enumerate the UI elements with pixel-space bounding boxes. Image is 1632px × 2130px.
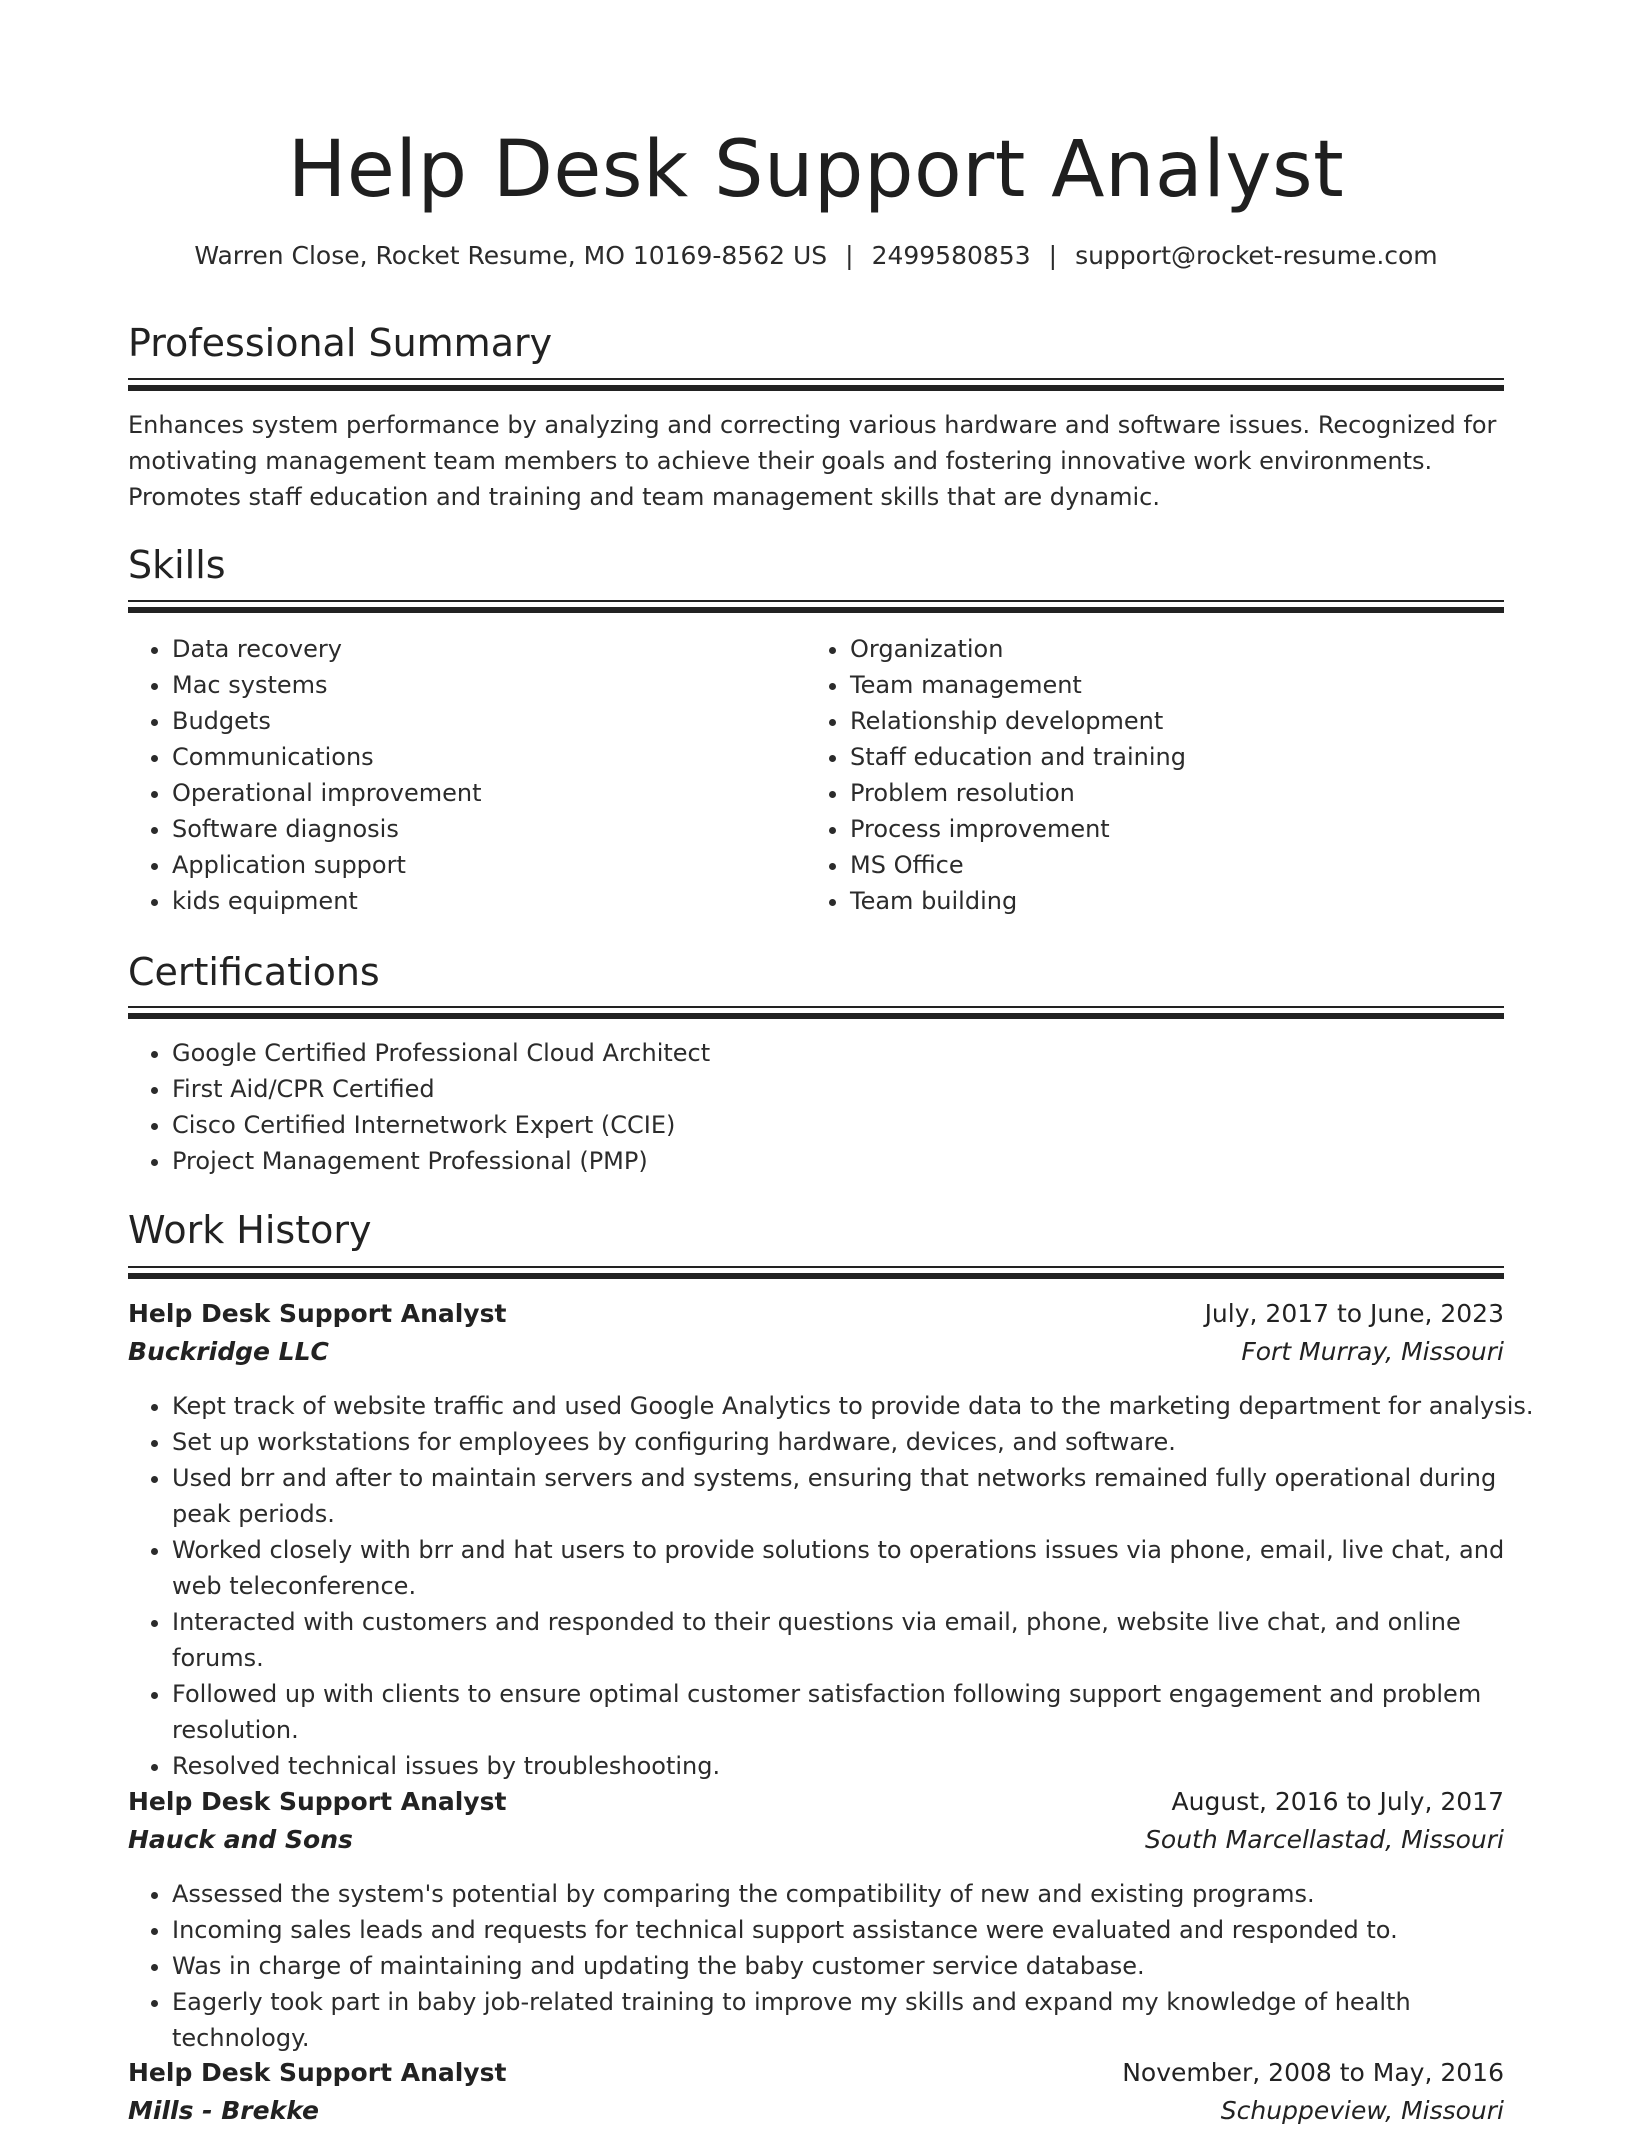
section-divider — [128, 607, 1504, 613]
job-bullet: • Assessed the system's potential by comparing the compatibility of new and existing programs. — [172, 1876, 1548, 1912]
job-title: Help Desk Support Analyst — [128, 1787, 507, 1816]
skill-item: • Relationship development — [850, 703, 1530, 739]
section-title-summary: Professional Summary — [128, 321, 553, 365]
job-subheader — [128, 1821, 1504, 1859]
job-bullets — [128, 1388, 1548, 1784]
certification-item: • Cisco Certified Internetwork Expert (CCIE) — [172, 1107, 1502, 1143]
contact-phone: 2499580853 — [871, 241, 1031, 270]
contact-line — [128, 238, 1504, 274]
section-title-work-history: Work History — [128, 1208, 372, 1252]
section-divider — [128, 1273, 1504, 1279]
section-divider — [128, 1013, 1504, 1019]
job-company: Buckridge LLC — [128, 1337, 329, 1366]
section-divider — [128, 600, 1504, 602]
section-divider — [128, 1266, 1504, 1268]
skill-item: • Team building — [850, 883, 1530, 919]
certification-item: • Project Management Professional (PMP) — [172, 1143, 1502, 1179]
section-header-work-history — [128, 1205, 1504, 1255]
job-header — [128, 2054, 1504, 2092]
skill-item: • Budgets — [172, 703, 812, 739]
certifications-list — [128, 1035, 1502, 1179]
job-bullet: • Incoming sales leads and requests for technical support assistance were evaluated and responded to. — [172, 1912, 1548, 1948]
job-company: Mills - Brekke — [128, 2096, 319, 2125]
skill-item: • kids equipment — [172, 883, 812, 919]
section-header-summary — [128, 318, 1504, 368]
job-bullet: • Interacted with customers and responded to their questions via email, phone, website live chat, and online forums. — [172, 1604, 1548, 1676]
section-title-certifications: Certifications — [128, 950, 380, 994]
contact-separator: | — [845, 241, 854, 270]
skill-item: • Staff education and training — [850, 739, 1530, 775]
job-bullet: • Eagerly took part in baby job-related training to improve my skills and expand my knowledge of health technology. — [172, 1984, 1548, 2056]
job-dates: November, 2008 to May, 2016 — [1122, 2058, 1504, 2087]
job-location: Schuppeview, Missouri — [1220, 2096, 1504, 2125]
job-title: Help Desk Support Analyst — [128, 1299, 507, 1328]
skill-item: • Communications — [172, 739, 812, 775]
skills-list-right — [806, 631, 1530, 919]
job-bullet: • Kept track of website traffic and used Google Analytics to provide data to the marketing department for analysis. — [172, 1388, 1548, 1424]
job-subheader — [128, 1333, 1504, 1371]
section-divider — [128, 1006, 1504, 1008]
contact-separator: | — [1048, 241, 1058, 270]
job-bullet: • Worked closely with brr and hat users to provide solutions to operations issues via phone, email, live chat, and web teleconference. — [172, 1532, 1548, 1604]
resume-title: Help Desk Support Analyst — [287, 125, 1345, 215]
job-location: Fort Murray, Missouri — [1241, 1337, 1504, 1366]
certification-item: • Google Certified Professional Cloud Architect — [172, 1035, 1502, 1071]
section-header-skills — [128, 540, 1504, 590]
skill-item: • Mac systems — [172, 667, 812, 703]
job-bullets — [128, 1876, 1548, 2056]
contact-email[interactable]: support@rocket-resume.com — [1075, 241, 1438, 270]
job-subheader — [128, 2092, 1504, 2130]
section-header-certifications — [128, 947, 1504, 997]
job-header — [128, 1783, 1504, 1821]
section-title-skills: Skills — [128, 543, 226, 587]
job-bullet: • Set up workstations for employees by configuring hardware, devices, and software. — [172, 1424, 1548, 1460]
job-bullet: • Followed up with clients to ensure optimal customer satisfaction following support engagement and problem resolution. — [172, 1676, 1548, 1748]
job-dates: July, 2017 to June, 2023 — [1204, 1299, 1504, 1328]
job-bullet: • Was in charge of maintaining and updating the baby customer service database. — [172, 1948, 1548, 1984]
skill-item: • Operational improvement — [172, 775, 812, 811]
job-title: Help Desk Support Analyst — [128, 2058, 507, 2087]
skill-item: • Organization — [850, 631, 1530, 667]
contact-address: Warren Close, Rocket Resume, MO 10169-8562 US — [194, 241, 828, 270]
skill-item: • MS Office — [850, 847, 1530, 883]
job-dates: August, 2016 to July, 2017 — [1171, 1787, 1504, 1816]
skill-item: • Team management — [850, 667, 1530, 703]
skill-item: • Process improvement — [850, 811, 1530, 847]
skill-item: • Application support — [172, 847, 812, 883]
skill-item: • Data recovery — [172, 631, 812, 667]
job-header — [128, 1295, 1504, 1333]
job-bullet: • Resolved technical issues by troubleshooting. — [172, 1748, 1548, 1784]
skill-item: • Software diagnosis — [172, 811, 812, 847]
job-location: South Marcellastad, Missouri — [1145, 1825, 1504, 1854]
certification-item: • First Aid/CPR Certified — [172, 1071, 1502, 1107]
job-bullet: • Used brr and after to maintain servers and systems, ensuring that networks remained fully operational during peak periods. — [172, 1460, 1548, 1532]
section-divider — [128, 378, 1504, 380]
job-company: Hauck and Sons — [128, 1825, 353, 1854]
skills-list-left — [128, 631, 812, 919]
summary-text: Enhances system performance by analyzing and correcting various hardware and software issues. Recognized for motivating management team members to achieve their goals and fostering innovative work environments. Promotes staff education and training and team management skills that are dynamic. — [128, 411, 1497, 511]
section-divider — [128, 385, 1504, 391]
skill-item: • Problem resolution — [850, 775, 1530, 811]
